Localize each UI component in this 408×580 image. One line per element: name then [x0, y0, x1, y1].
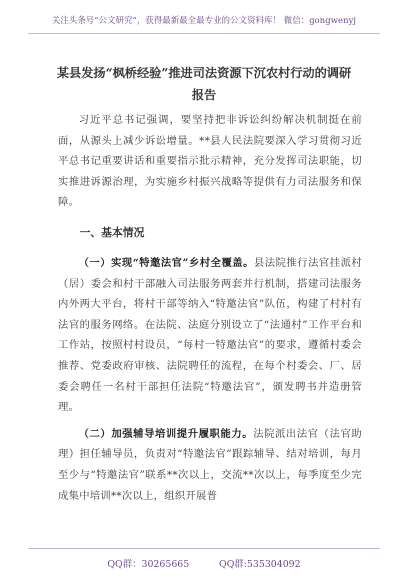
- title-line-1: 某县发扬“枫桥经验”推进司法资源下沉农村行动的调研: [56, 66, 352, 80]
- footer-divider: [28, 548, 380, 549]
- document-title: [40, 62, 368, 106]
- document-body: [58, 110, 362, 506]
- title-line-2: 报告: [191, 88, 217, 102]
- subheading-special-judges: （一）实现“特邀法官”乡村全覆盖。: [78, 256, 254, 269]
- paragraph-training-text: 法院派出法官（法官助理）担任辅导员，负责对“特邀法官”跟踪辅导、结对培训，每月至少与“特邀法官”联系**次以上，交流**次以上，每季度至少完成集中培训**次以上，组织开展普: [58, 427, 362, 502]
- paragraph-training: [58, 424, 362, 506]
- footer-qq-groups: QQ群：30265665 QQ群:535304092: [107, 559, 301, 570]
- paragraph-special-judges: [58, 253, 362, 418]
- intro-paragraph: 习近平总书记强调，要坚持把非诉讼纠纷解决机制挺在前面，从源头上减少诉讼增量。**县人民法院要深入学习贯彻习近平总书记重要讲话和重要指示批示精神，充分发挥司法职能，切实推进诉源治理，为实施乡村振兴战略等提供有力司法服务和保障。: [58, 114, 362, 209]
- page-header: [0, 0, 408, 40]
- paragraph-special-judges-text: 县法院推行法官挂派村（居）委会和村干部融入司法服务两套并行机制，搭建司法服务内外两大平台，将村干部等纳入“特邀法官”队伍，构建了村村有法官的服务网络。在法院、法庭分别设立了“法通村”工作平台和工作站，按照村村设员，“每村一特邀法官”的要求，遵循村委会推荐、党委政府审核、法院聘任的流程，在每个村委会、厂、居委会聘任一名村干部担任法院“特邀法官”，颁发聘书并造册管理。: [58, 256, 362, 414]
- header-notice: 关注头条号“公文研究”，获得最新最全最专业的公文资料库！ 微信：gongwenyj: [51, 15, 357, 25]
- subheading-training: （二）加强辅导培训提升履职能力。: [78, 427, 254, 440]
- header-divider: [28, 33, 380, 34]
- page-footer: [0, 548, 408, 572]
- section-heading-basic-situation: 一、基本情况: [79, 225, 145, 239]
